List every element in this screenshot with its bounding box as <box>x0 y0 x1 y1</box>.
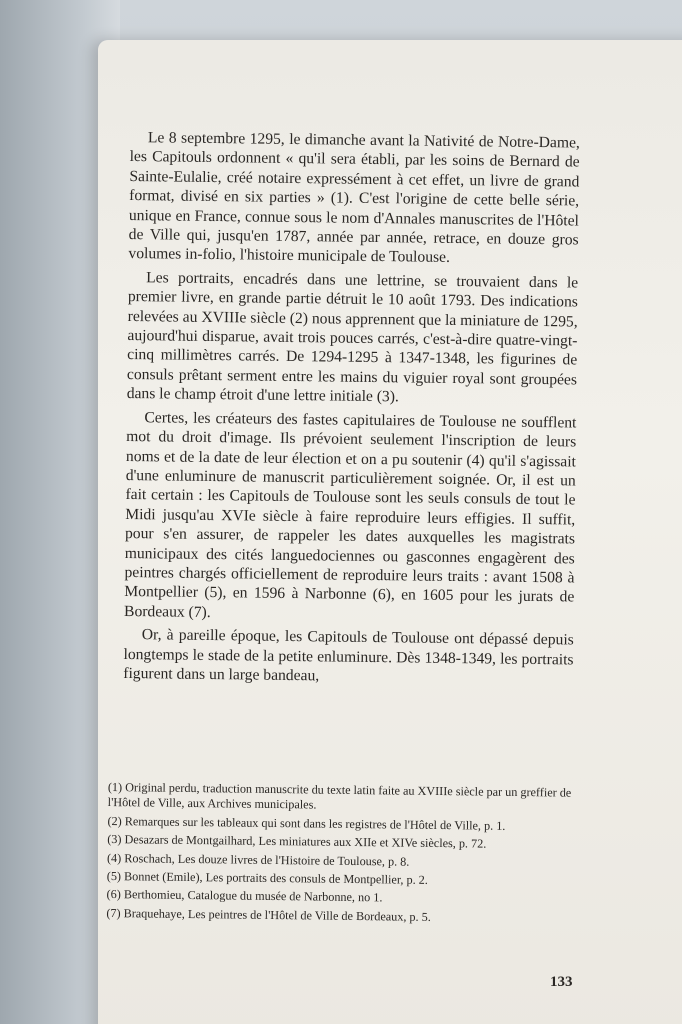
footnote-1: (1) Original perdu, traduction manuscrite du texte latin faite au XVIIIe siècle par un greffier de l'Hôtel de Ville, aux Archives municipales. <box>107 780 572 812</box>
footnote-2: (2) Remarques sur les tableaux qui sont dans les registres de l'Hôtel de Ville, p. 1. <box>107 813 506 833</box>
footnote-5: (5) Bonnet (Emile), Les portraits des consuls de Montpellier, p. 2. <box>106 869 428 887</box>
footnote-3: (3) Desazars de Montgailhard, Les miniatures aux XIIe et XIVe siècles, p. 72. <box>107 832 487 851</box>
paragraph-4: Or, à pareille époque, les Capitouls de Toulouse ont dépassé depuis longtemps le stade de la petite enluminure. Dès 1348-1349, les portraits figurent dans un large bandeau, <box>123 626 574 685</box>
paragraph-3: Certes, les créateurs des fastes capitulaires de Toulouse ne soufflent mot du droit d'image. Ils prévoient seulement l'inscription de leurs noms et de la date de leur élection et on a pu soutenir (4) qu'il s'agissait d'une enluminure de manuscrit particulièrement soignée. Or, il est un fait certain : les Capitouls de Toulouse sont les seuls consuls de tout le Midi jusqu'au XVIe siècle à faire reproduire leurs effigies. Il suffit, pour s'en assurer, de rappeler les dates auxquelles les magistrats municipaux des cités languedociennes ou gasconnes engagèrent des peintres chargés officiellement de reproduire leurs traits : avant 1508 à Montpellier (5), en 1596 à Narbonne (6), en 1605 pour les jurats de Bordeaux (7). <box>123 408 577 621</box>
footnote-6: (6) Berthomieu, Catalogue du musée de Narbonne, no 1. <box>106 887 383 905</box>
footnote-4: (4) Roschach, Les douze livres de l'Histoire de Toulouse, p. 8. <box>106 850 410 869</box>
paragraph-2: Les portraits, encadrés dans une lettrine, se trouvaient dans le premier livre, en grande partie détruit le 10 août 1793. Des indications relevées au XVIIIe siècle (2) nous apprennent que la miniature de 1295, aujourd'hui disparue, avait trois pouces carrés, c'est-à-dire quatre-vingt-cinq millimètres carrés. De 1294-1295 à 1347-1348, les figurines de consuls prêtant serment entre les mains du viguier royal sont groupées dans le champ étroit d'une lettre initiale (3). <box>126 269 579 406</box>
footnotes <box>106 780 586 930</box>
body-text <box>123 128 580 693</box>
paragraph-1: Le 8 septembre 1295, le dimanche avant la Nativité de Notre-Dame, les Capitouls ordonnent « qu'il sera établi, par les soins de Bernard de Sainte-Eulalie, créé notaire expressément à cet effet, un livre de grand format, divisé en six parties » (1). C'est l'origine de cette belle série, unique en France, connue sous le nom d'Annales manuscrites de l'Hôtel de Ville qui, jusqu'en 1787, année par année, retrace, en douze gros volumes in-folio, l'histoire municipale de Toulouse. <box>128 129 580 267</box>
page-number: 133 <box>550 974 573 990</box>
footnote-7: (7) Braquehaye, Les peintres de l'Hôtel de Ville de Bordeaux, p. 5. <box>106 905 431 924</box>
